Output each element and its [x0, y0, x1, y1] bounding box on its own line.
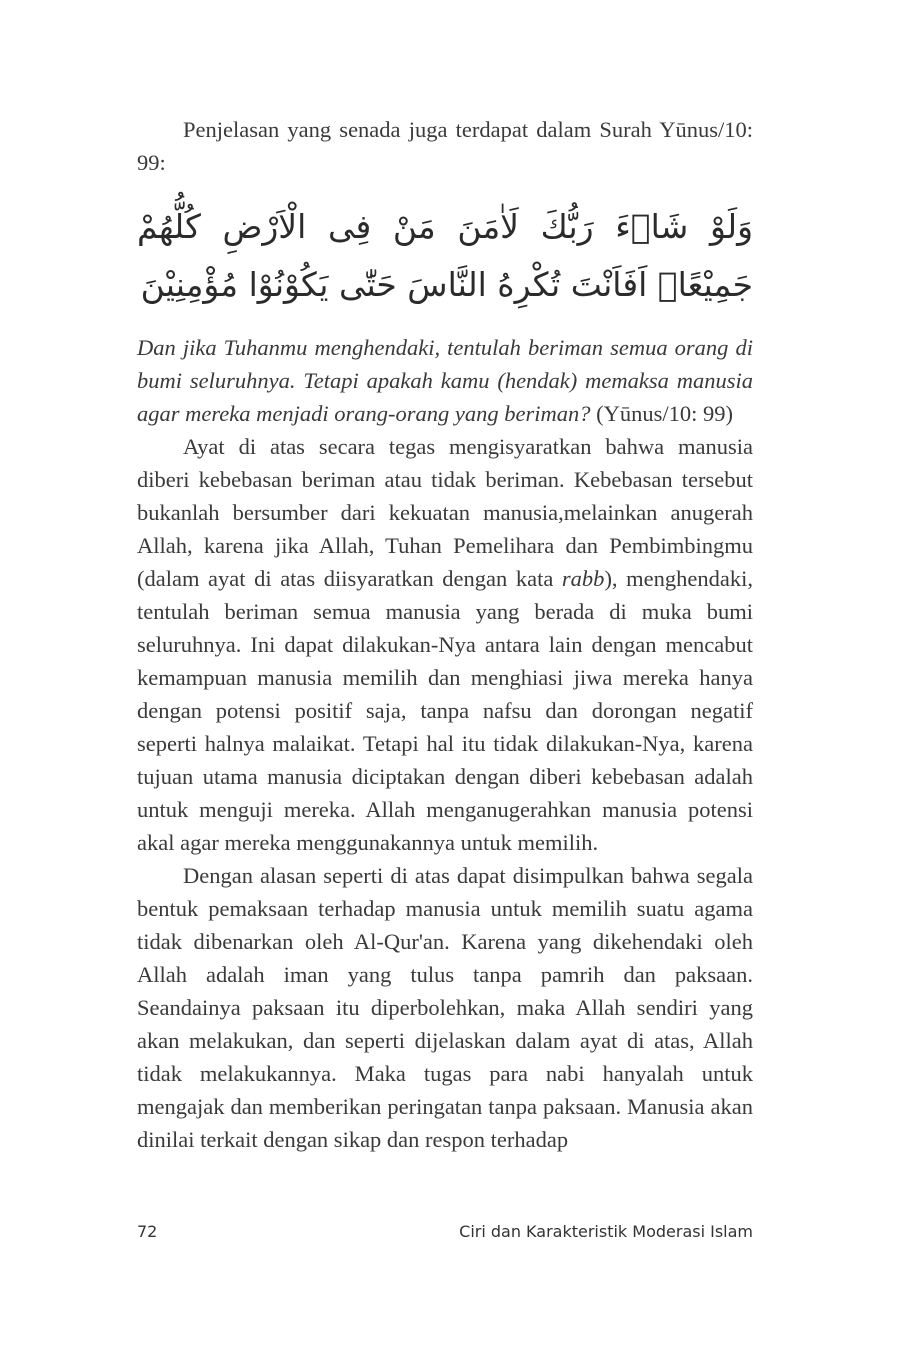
paragraph-1-part-1: Ayat di atas secara tegas mengisyaratkan bahwa manusia diberi kebebasan beriman atau tidak beriman. Kebebasan tersebut bukanlah bersumber dari kekuatan manusia,melainkan anugerah Allah, karena jika Allah, Tuhan Pemelihara dan Pembimbingmu (dalam ayat di atas diisyaratkan dengan kata: [137, 434, 753, 591]
paragraph-2: Dengan alasan seperti di atas dapat disimpulkan bahwa segala bentuk pemaksaan terhadap manusia untuk memilih suatu agama tidak dibenarkan oleh Al-Qur'an. Karena yang dikehendaki oleh Allah adalah iman yang tulus tanpa pamrih dan paksaan. Seandainya paksaan itu diperbolehkan, maka Allah sendiri yang akan melakukan, dan seperti dijelaskan dalam ayat di atas, Allah tidak melakukannya. Maka tugas para nabi hanyalah untuk mengajak dan memberikan peringatan tanpa paksaan. Manusia akan dinilai terkait dengan sikap dan respon terhadap: [137, 863, 753, 1152]
running-title: Ciri dan Karakteristik Moderasi Islam: [459, 1222, 753, 1241]
intro-paragraph: Penjelasan yang senada juga terdapat dalam Surah Yūnus/10: 99:: [137, 117, 753, 175]
page-number: 72: [137, 1222, 158, 1241]
verse-reference: (Yūnus/10: 99): [596, 401, 733, 426]
translation-text: Dan jika Tuhanmu menghendaki, tentulah beriman semua orang di bumi seluruhnya. Tetapi apakah kamu (hendak) memaksa manusia agar mereka menjadi orang-orang yang beriman?: [137, 335, 753, 426]
translation-paragraph: [137, 331, 753, 430]
paragraph-1-part-2: ), menghendaki, tentulah beriman semua manusia yang berada di muka bumi seluruhnya. Ini dapat dilakukan-Nya antara lain dengan mencabut kemampuan manusia memilih dan menghiasi jiwa mereka hanya dengan potensi positif saja, tanpa nafsu dan dorongan negatif seperti halnya malaikat. Tetapi hal itu tidak dilakukan-Nya, karena tujuan utama manusia diciptakan dengan diberi kebebasan adalah untuk menguji mereka. Allah menganugerahkan manusia potensi akal agar mereka menggunakannya untuk memilih.: [137, 566, 753, 855]
paragraph-1: [137, 430, 753, 859]
verse-translation: [137, 331, 753, 430]
page-footer: [137, 1222, 753, 1246]
term-rabb: rabb: [561, 566, 605, 591]
intro-block: [137, 113, 753, 179]
body-text: [137, 430, 753, 1156]
quran-verse-arabic: وَلَوْ شَاۤءَ رَبُّكَ لَاٰمَنَ مَنْ فِى الْاَرْضِ كُلُّهُمْ جَمِيْعًاۗ اَفَاَنْتَ تُكْرِهُ النَّاسَ حَتّٰى يَكُوْنُوْا مُؤْمِنِيْنَ: [137, 207, 753, 304]
